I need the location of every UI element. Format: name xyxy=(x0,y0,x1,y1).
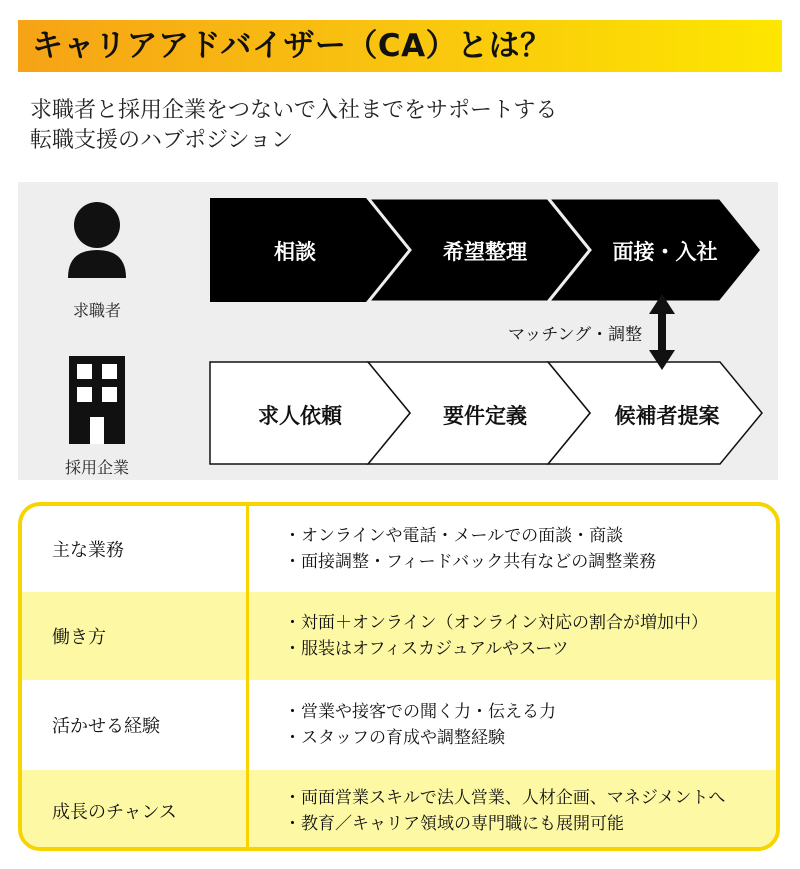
info-line: ・服装はオフィスカジュアルやスーツ xyxy=(284,639,569,659)
info-row-content xyxy=(284,770,725,851)
column-divider xyxy=(246,506,249,847)
info-line: ・スタッフの育成や調整経験 xyxy=(284,728,505,748)
info-line: ・教育／キャリア領域の専門職にも展開可能 xyxy=(284,813,624,834)
seeker-step-2-label: 希望整理 xyxy=(443,240,527,264)
double-arrow-icon xyxy=(649,294,675,370)
person-icon xyxy=(68,202,126,278)
info-row-label: 活かせる経験 xyxy=(52,716,160,737)
subtitle-line-2: 転職支援のハブポジション xyxy=(30,128,294,153)
seeker-step-3-label: 面接・入社 xyxy=(612,240,718,264)
info-row-duties xyxy=(22,506,776,592)
matching-label: マッチング・調整 xyxy=(508,325,643,345)
subtitle-line-1: 求職者と採用企業をつないで入社までをサポートする xyxy=(30,98,558,123)
info-table xyxy=(18,502,780,851)
seeker-step-1-label: 相談 xyxy=(274,240,316,264)
info-line: ・対面＋オンライン（オンライン対応の割合が増加中） xyxy=(284,613,708,633)
info-row-workstyle xyxy=(22,592,776,680)
info-row-label: 働き方 xyxy=(52,627,106,648)
info-row-growth xyxy=(22,770,776,851)
company-label: 採用企業 xyxy=(64,458,129,477)
seeker-label: 求職者 xyxy=(72,301,121,320)
company-step-3-label: 候補者提案 xyxy=(614,404,720,428)
info-row-label: 主な業務 xyxy=(52,540,124,561)
page-title: キャリアアドバイザー（CA）とは？ xyxy=(32,28,552,64)
info-row-experience xyxy=(22,680,776,770)
info-row-label: 成長のチャンス xyxy=(52,801,177,823)
info-line: ・面接調整・フィードバック共有などの調整業務 xyxy=(284,552,657,572)
building-icon xyxy=(69,356,125,444)
info-row-content xyxy=(284,592,708,680)
info-line: ・営業や接客での聞く力・伝える力 xyxy=(284,702,556,722)
company-step-2-label: 要件定義 xyxy=(443,404,527,428)
info-line: ・オンラインや電話・メールでの面談・商談 xyxy=(284,526,624,546)
info-row-content xyxy=(284,506,656,592)
info-line: ・両面営業スキルで法人営業、人材企画、マネジメントへ xyxy=(284,787,726,808)
company-step-1-label: 求人依頼 xyxy=(258,404,342,428)
info-row-content xyxy=(284,680,556,770)
